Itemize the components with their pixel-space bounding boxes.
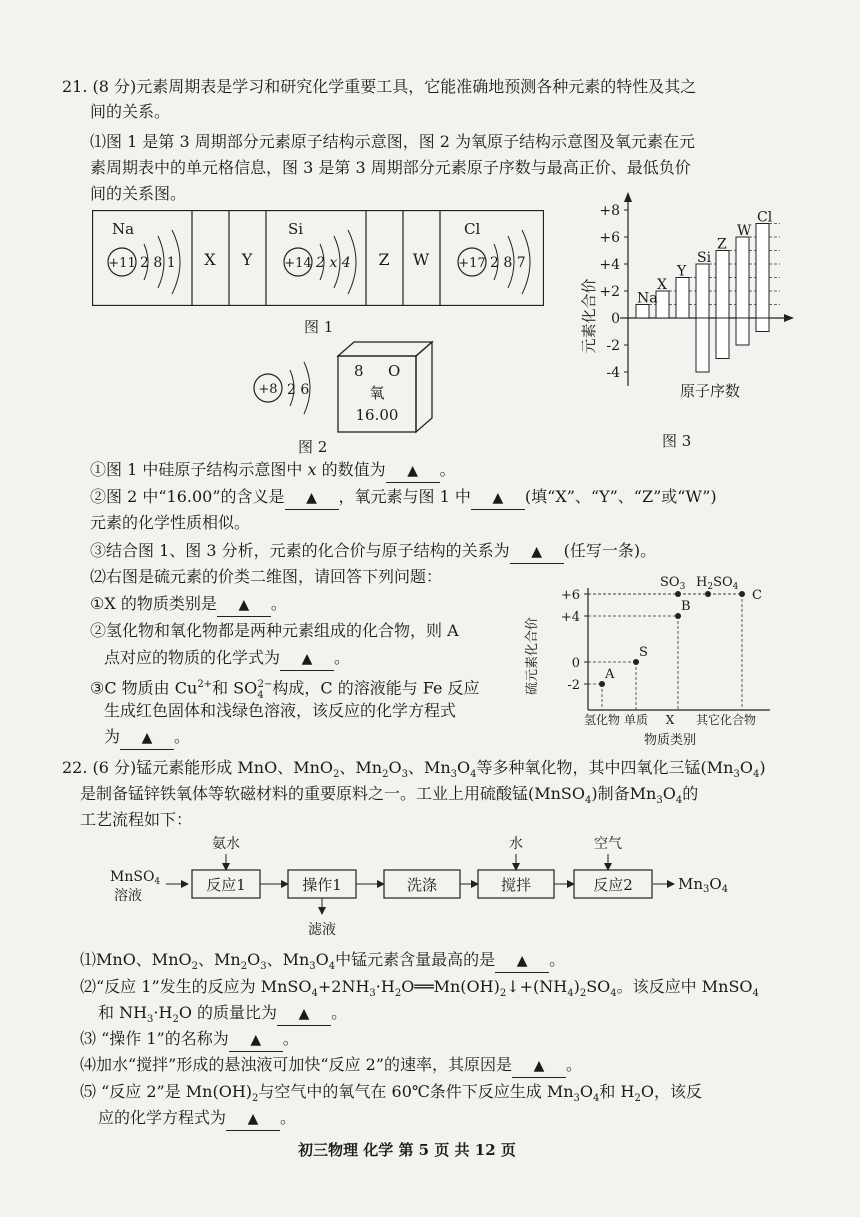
sulfur-tick: +4	[560, 610, 580, 625]
flow-end: $Mn_3O_4$	[678, 875, 729, 895]
sulfur-tick: 0	[571, 656, 580, 671]
q21-t2-cont: 点对应的物质的化学式为 ▲ 。	[104, 647, 350, 671]
element-z: Z	[378, 250, 390, 269]
q22-a5: ⑸ “反应 2”是 $Mn(OH)_2$与空气中的氧气在 60℃条件下反应生成 $Mn_3O_4$和 $H_2O$，该反	[80, 1082, 702, 1105]
sulfur-category: 氢化物	[583, 713, 621, 727]
answer-blank[interactable]: ▲	[495, 949, 549, 973]
sulfur-point-label: B	[681, 599, 691, 614]
sulfur-category: 其它化合物	[695, 713, 757, 727]
q22-a4: ⑷加水“搅拌”形成的悬浊液可加快“反应 2”的速率，其原因是 ▲ 。	[80, 1054, 582, 1078]
q21-part2-text: ⑵右图是硫元素的价类二维图，请回答下列问题：	[90, 567, 443, 586]
fig3-bar-negative	[756, 318, 769, 332]
q21-header-cont: 间的关系。	[90, 102, 171, 121]
element-y: Y	[241, 250, 253, 269]
si-nucleus-label: +14	[284, 256, 312, 271]
cl-symbol: Cl	[464, 220, 481, 238]
q21-s3: ③结合图 1、图 3 分析，元素的化合价与原子结构的关系为 ▲ (任写一条)。	[90, 540, 656, 564]
answer-blank[interactable]: ▲	[229, 1028, 283, 1052]
fig3-bar-negative	[716, 318, 729, 359]
fig3-ylabel: 元素化合价	[580, 278, 598, 354]
element-w: W	[412, 250, 430, 269]
cl-electrons: 2 8 7	[490, 255, 526, 271]
element-x: X	[204, 250, 216, 269]
so3-label: $SO_3$	[660, 575, 686, 592]
fig3-bar-positive	[736, 237, 749, 318]
si-symbol: Si	[288, 220, 304, 238]
q22-line2: 是制备锰锌铁氧体等软磁材料的重要原料之一。工业上用硫酸锰(MnSO$_4$)制备$Mn_3O_4$的	[80, 784, 699, 807]
na-symbol: Na	[112, 220, 135, 238]
answer-blank[interactable]: ▲	[510, 540, 564, 564]
fig3-element-label: Na	[637, 290, 658, 307]
fig3-element-label: Si	[697, 250, 712, 266]
fig3-element-label: Cl	[757, 209, 773, 226]
sulfur-ylabel: 硫元素化合价	[525, 616, 540, 696]
q21-t1: ①X 的物质类别是 ▲ 。	[90, 593, 287, 617]
q21-s1: ①图 1 中硅原子结构示意图中 x 的数值为 ▲ 。	[90, 459, 456, 483]
fig3-tick: -4	[606, 365, 620, 381]
q22-a2-cont: 和 $NH_3\cdot H_2O$ 的质量比为 ▲ 。	[98, 1003, 348, 1026]
q21-t3-cont2: 为 ▲ 。	[104, 726, 190, 750]
q21-t3: ③C 物质由 $Cu^{2+}$和 $SO_4^{2-}$构成，C 的溶液能与 Fe 反应	[90, 678, 480, 701]
na-nucleus-label: +11	[108, 256, 136, 271]
fig3-tick: -2	[606, 338, 620, 354]
fig3-bar-positive	[636, 305, 649, 319]
q21-part1-text: ⑴图 1 是第 3 周期部分元素原子结构示意图，图 2 为氧原子结构示意图及氧元素在元	[90, 132, 696, 151]
fig3-bar-positive	[676, 278, 689, 319]
o-nucleus-label: +8	[258, 382, 278, 397]
o-electrons: 2 6	[287, 382, 310, 398]
fig3-tick: 0	[611, 311, 620, 327]
fig3-tick: +4	[599, 257, 620, 273]
flow-box-label: 洗涤	[406, 876, 438, 894]
q22-a2: ⑵“反应 1”发生的反应为 $MnSO_4+2NH_3\cdot H_2O══Mn(OH)_2↓+(NH_4)_2SO_4$。该反应中 MnSO$_4$	[80, 977, 759, 1000]
q22-line3: 工艺流程如下：	[80, 810, 193, 829]
sulfur-tick: -2	[567, 678, 580, 693]
figure-1-caption: 图 1	[304, 318, 334, 336]
answer-blank[interactable]: ▲	[285, 486, 339, 510]
sulfur-tick: +6	[560, 588, 580, 603]
sulfur-point-label: A	[605, 667, 615, 682]
o-symbol: O	[388, 362, 401, 380]
q21-part1-text-2: 素周期表中的单元格信息，图 3 是第 3 周期部分元素原子序数与最高正价、最低负价	[90, 158, 691, 177]
fig3-bar-positive	[696, 264, 709, 318]
figure-3-valence-chart	[580, 190, 800, 405]
fig3-tick: +2	[599, 284, 620, 300]
q21-s2-cont: 元素的化学性质相似。	[90, 513, 251, 532]
fig3-tick: +6	[599, 230, 620, 246]
o-atomic-number: 8	[354, 362, 364, 380]
fig3-bar-negative	[696, 318, 709, 372]
q21-header: 21. (8 分)元素周期表是学习和研究化学重要工具，它能准确地预测各种元素的特性及其之	[62, 77, 697, 96]
flow-input-water: 水	[509, 836, 523, 852]
fig3-bar-positive	[756, 224, 769, 319]
o-name: 氧	[369, 384, 385, 402]
sulfur-xlabel: 物质类别	[643, 733, 697, 746]
fig3-bar-negative	[736, 318, 749, 345]
flow-input-air: 空气	[594, 836, 622, 852]
answer-blank[interactable]: ▲	[471, 486, 525, 510]
answer-blank[interactable]: ▲	[277, 1002, 331, 1026]
q21-t3-cont: 生成红色固体和浅绿色溶液，该反应的化学方程式	[104, 701, 457, 720]
fig3-bar-positive	[656, 291, 669, 318]
answer-blank[interactable]: ▲	[226, 1107, 280, 1131]
fig3-xlabel: 原子序数	[679, 382, 741, 400]
fig3-element-label: W	[737, 223, 752, 239]
answer-blank[interactable]: ▲	[386, 459, 440, 483]
answer-blank[interactable]: ▲	[280, 647, 334, 671]
sulfur-point-label: S	[639, 645, 648, 660]
fig3-element-label: Y	[677, 263, 687, 280]
fig3-bar-positive	[716, 251, 729, 319]
figure-2-oxygen	[250, 338, 440, 438]
fig3-element-label: Z	[717, 236, 727, 253]
flow-box-label: 操作1	[302, 876, 342, 894]
q22-a5-cont: 应的化学方程式为 ▲ 。	[98, 1107, 296, 1131]
sulfur-valence-chart	[520, 574, 790, 746]
si-electrons: 2 x 4	[316, 255, 351, 271]
flow-output-filtrate: 滤液	[308, 922, 336, 938]
sulfur-category: X	[665, 713, 675, 727]
fig3-tick: +8	[599, 203, 620, 219]
flow-start: MnSO$_4$	[110, 869, 161, 887]
o-atomic-mass: 16.00	[355, 406, 399, 424]
sulfur-point-label: C	[752, 588, 762, 603]
flow-box-label: 反应2	[593, 876, 633, 894]
q21-s2: ②图 2 中“16.00”的含义是 ▲ ，氧元素与图 1 中 ▲ (填“X”、“Y”、“Z”或“W”)	[90, 486, 717, 510]
q22-header: 22. (6 分)锰元素能形成 MnO、MnO$_2$、$Mn_2O_3$、$Mn_3O_4$等多种氧化物，其中四氧化三锰$(Mn_3O_4)$	[62, 758, 766, 781]
fig3-element-label: X	[657, 277, 667, 293]
sulfur-category: 单质	[623, 713, 649, 727]
answer-blank[interactable]: ▲	[120, 726, 174, 750]
q22-a1: ⑴MnO、MnO$_2$、$Mn_2O_3$、$Mn_3O_4$中锰元素含量最高的是 ▲ 。	[80, 950, 566, 973]
figure-2-caption: 图 2	[298, 438, 328, 456]
flow-input-ammonia: 氨水	[212, 836, 240, 852]
h2so4-label: $H_2SO_4$	[696, 575, 739, 592]
flow-box-label: 搅拌	[500, 876, 532, 894]
question-number: 21.	[62, 77, 88, 96]
page-footer: 初三物理 化学 第 5 页 共 12 页	[298, 1141, 516, 1159]
figure-1-atomic-structures	[92, 210, 544, 306]
flow-start-2: 溶液	[114, 888, 142, 904]
answer-blank[interactable]: ▲	[512, 1054, 566, 1078]
cl-nucleus-label: +17	[458, 256, 486, 271]
q22-a3: ⑶ “操作 1”的名称为 ▲ 。	[80, 1028, 299, 1052]
answer-blank[interactable]: ▲	[217, 593, 271, 617]
figure-3-caption: 图 3	[662, 432, 692, 450]
flow-box-label: 反应1	[206, 876, 246, 894]
process-flow-diagram	[108, 834, 748, 944]
q21-t2: ②氢化物和氧化物都是两种元素组成的化合物，则 A	[90, 621, 459, 640]
na-electrons: 2 8 1	[140, 255, 176, 271]
q21-part1-text-3: 间的关系图。	[90, 184, 187, 203]
